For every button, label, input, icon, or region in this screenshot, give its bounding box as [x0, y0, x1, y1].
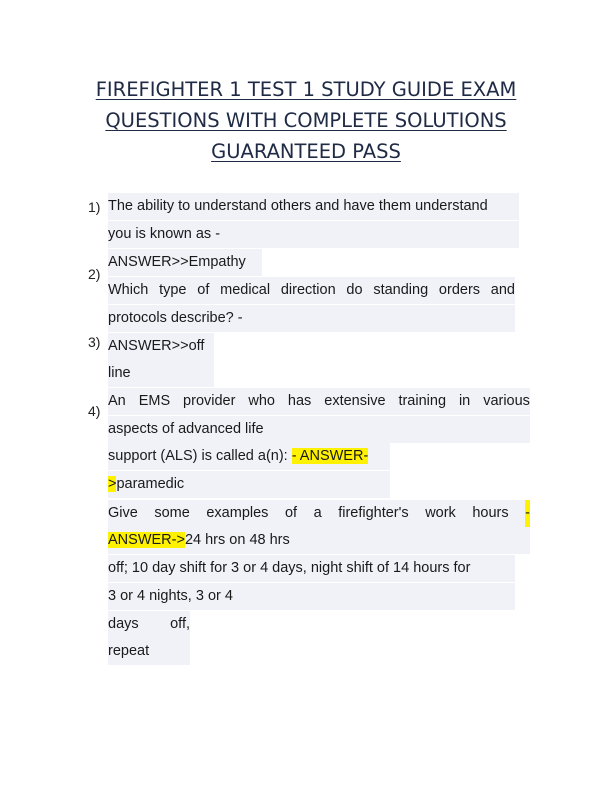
q3-text-line-3 [108, 443, 390, 470]
word: standing [373, 282, 429, 298]
answer-highlight: ANSWER-> [108, 532, 185, 548]
q4-line2-text: 24 hrs on 48 hrs [184, 532, 290, 548]
word: hours [472, 505, 509, 521]
title-line-3: GUARANTEED PASS [211, 140, 401, 163]
q3-answer-text: paramedic [116, 476, 185, 492]
q4-text-line-1 [108, 500, 530, 527]
word: direction [280, 282, 336, 298]
q3-answer [108, 471, 390, 498]
question-number-1: 1) [88, 199, 101, 215]
q4-text-line-2 [108, 527, 530, 554]
word: who [248, 393, 275, 409]
title-line-1: FIREFIGHTER 1 TEST 1 STUDY GUIDE EXAM [95, 78, 517, 101]
word: examples [206, 505, 269, 521]
title-line-2: QUESTIONS WITH COMPLETE SOLUTIONS [105, 109, 507, 132]
q2-answer-line-2: line [108, 360, 214, 387]
q1-answer: ANSWER>>Empathy [108, 249, 262, 276]
q2-text-line-2: protocols describe? - [108, 305, 515, 332]
document-title [60, 74, 552, 167]
q3-text-line-1 [108, 388, 530, 415]
answer-highlight: - [525, 500, 530, 527]
q4-text-line-4: 3 or 4 nights, 3 or 4 [108, 583, 515, 610]
q4-text-line-5 [108, 611, 190, 638]
word: days [108, 616, 139, 632]
q3-line3-text: support (ALS) is called a(n): [108, 448, 292, 464]
q1-text-line-2: you is known as - [108, 221, 519, 248]
q3-text-line-2: aspects of advanced life [108, 416, 530, 443]
word: do [346, 282, 363, 298]
word: off, [170, 616, 190, 632]
word: orders [438, 282, 481, 298]
question-number-4: 4) [88, 403, 101, 419]
question-number-3: 3) [88, 334, 101, 350]
q4-text-line-3: off; 10 day shift for 3 or 4 days, night shift of 14 hours for [108, 555, 515, 582]
q1-text-line-1: The ability to understand others and have them understand [108, 193, 519, 220]
word: and [490, 282, 515, 298]
word: firefighter's [338, 505, 409, 521]
q2-text-line-1 [108, 277, 515, 304]
answer-highlight: - ANSWER- [291, 448, 369, 464]
word: provider [183, 393, 236, 409]
word: work [425, 505, 456, 521]
word: training [398, 393, 447, 409]
word: a [313, 505, 322, 521]
word: extensive [324, 393, 386, 409]
answer-highlight: > [108, 476, 117, 492]
word: Give [108, 505, 138, 521]
word: has [287, 393, 312, 409]
word: EMS [138, 393, 171, 409]
word: type [159, 282, 187, 298]
question-number-2: 2) [88, 266, 101, 282]
word: An [108, 393, 126, 409]
q2-answer-line-1: ANSWER>>off [108, 333, 214, 360]
word: of [284, 505, 298, 521]
word: in [458, 393, 471, 409]
word: some [154, 505, 190, 521]
q4-text-line-6: repeat [108, 638, 190, 665]
word: Which [108, 282, 149, 298]
word: various [483, 393, 530, 409]
word: of [197, 282, 210, 298]
word: medical [220, 282, 271, 298]
